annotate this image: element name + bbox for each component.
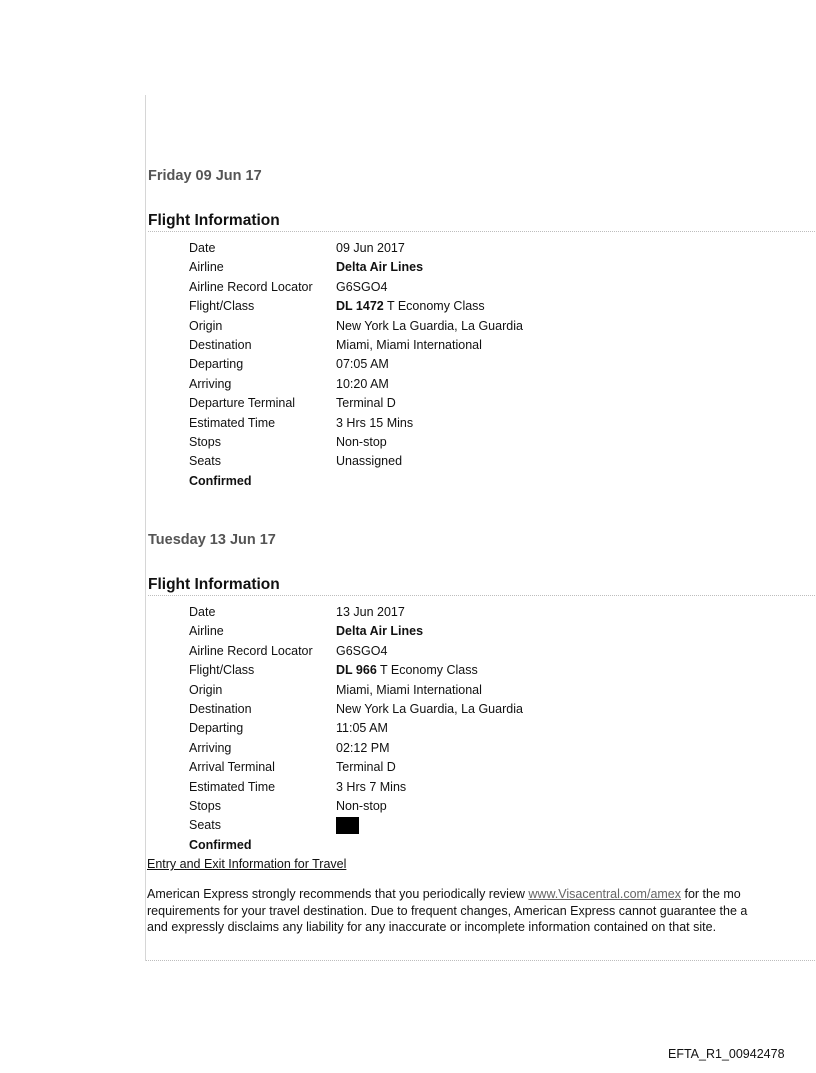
detail-row bbox=[189, 661, 816, 680]
detail-value-text: T Economy Class bbox=[383, 299, 485, 314]
segment-1-details bbox=[189, 239, 816, 491]
detail-value-text: Unassigned bbox=[336, 454, 403, 469]
detail-value bbox=[336, 258, 423, 277]
segment-2-section-title: Flight Information bbox=[148, 576, 816, 596]
detail-label: Departing bbox=[189, 721, 244, 736]
notice-line-2: requirements for your travel destination. Due to frequent changes, American Express cannot guarantee the a bbox=[147, 903, 748, 918]
segment-1-section-title: Flight Information bbox=[148, 212, 816, 232]
detail-row bbox=[189, 739, 816, 758]
detail-value-text: 02:12 PM bbox=[336, 740, 390, 755]
detail-value bbox=[336, 414, 413, 433]
detail-label: Destination bbox=[189, 337, 252, 352]
detail-value-text: 3 Hrs 7 Mins bbox=[336, 779, 407, 794]
detail-label: Airline bbox=[189, 260, 224, 275]
detail-value-text: Delta Air Lines bbox=[336, 624, 424, 639]
notice-line-1-text: American Express strongly recommends that you periodically review bbox=[147, 887, 529, 901]
detail-value bbox=[336, 336, 482, 355]
detail-label: Origin bbox=[189, 682, 223, 697]
detail-value bbox=[336, 719, 388, 738]
detail-value-text: 3 Hrs 15 Mins bbox=[336, 415, 414, 430]
detail-value bbox=[336, 375, 389, 394]
detail-label: Flight/Class bbox=[189, 299, 255, 314]
detail-row bbox=[189, 317, 816, 336]
detail-row bbox=[189, 816, 816, 835]
detail-value bbox=[336, 603, 405, 622]
detail-value-text: Delta Air Lines bbox=[336, 260, 424, 275]
detail-row bbox=[189, 681, 816, 700]
detail-value bbox=[336, 681, 482, 700]
detail-value-text: T Economy Class bbox=[376, 663, 478, 678]
detail-label: Origin bbox=[189, 318, 223, 333]
detail-value-text: G6SGO4 bbox=[336, 643, 388, 658]
detail-label: Flight/Class bbox=[189, 663, 255, 678]
entry-exit-info-link[interactable]: Entry and Exit Information for Travel bbox=[147, 857, 347, 871]
detail-value bbox=[336, 778, 406, 797]
detail-value-text: 10:20 AM bbox=[336, 376, 389, 391]
segment-2-details bbox=[189, 603, 816, 855]
detail-value bbox=[336, 797, 387, 816]
detail-value-text: Non-stop bbox=[336, 434, 387, 449]
detail-row bbox=[189, 758, 816, 777]
detail-value-text: New York La Guardia, La Guardia bbox=[336, 318, 523, 333]
detail-row bbox=[189, 719, 816, 738]
detail-value-text: 13 Jun 2017 bbox=[336, 605, 405, 619]
detail-label: Arriving bbox=[189, 740, 232, 755]
detail-row bbox=[189, 414, 816, 433]
detail-row bbox=[189, 336, 816, 355]
detail-label: Stops bbox=[189, 798, 221, 813]
detail-row bbox=[189, 778, 816, 797]
detail-label: Seats bbox=[189, 454, 221, 469]
detail-label: Destination bbox=[189, 701, 252, 716]
detail-label: Estimated Time bbox=[189, 415, 276, 430]
detail-row bbox=[189, 622, 816, 641]
detail-value bbox=[336, 816, 359, 835]
visa-notice bbox=[147, 886, 816, 936]
detail-value bbox=[336, 661, 478, 680]
detail-value bbox=[336, 394, 396, 413]
detail-value-text: Terminal D bbox=[336, 760, 396, 775]
detail-row bbox=[189, 297, 816, 316]
detail-row bbox=[189, 239, 816, 258]
detail-row bbox=[189, 433, 816, 452]
detail-value-text: Non-stop bbox=[336, 798, 387, 813]
detail-label: Departure Terminal bbox=[189, 396, 296, 411]
flight-number: DL 1472 bbox=[336, 299, 384, 314]
detail-label: Estimated Time bbox=[189, 779, 276, 794]
detail-row bbox=[189, 278, 816, 297]
detail-row bbox=[189, 642, 816, 661]
detail-value-text: 07:05 AM bbox=[336, 357, 389, 372]
detail-value bbox=[336, 700, 523, 719]
detail-value-text: Miami, Miami International bbox=[336, 337, 482, 352]
detail-label: Airline Record Locator bbox=[189, 643, 313, 658]
detail-row bbox=[189, 452, 816, 471]
flight-number: DL 966 bbox=[336, 663, 377, 678]
detail-label: Seats bbox=[189, 818, 221, 833]
detail-value bbox=[336, 278, 387, 297]
detail-label: Airline bbox=[189, 624, 224, 639]
booking-status: Confirmed bbox=[189, 837, 252, 852]
detail-label: Departing bbox=[189, 357, 244, 372]
detail-value bbox=[336, 297, 485, 316]
detail-value-text: 09 Jun 2017 bbox=[336, 241, 405, 255]
detail-row bbox=[189, 355, 816, 374]
document-id: EFTA_R1_00942478 bbox=[668, 1047, 785, 1061]
notice-line-1-tail: for the mo bbox=[681, 887, 741, 901]
detail-value bbox=[336, 355, 389, 374]
detail-row bbox=[189, 797, 816, 816]
detail-value-text: New York La Guardia, La Guardia bbox=[336, 701, 523, 716]
detail-value bbox=[336, 317, 523, 336]
detail-label: Date bbox=[189, 605, 216, 619]
detail-value bbox=[336, 433, 387, 452]
redaction-block bbox=[336, 817, 359, 834]
detail-label: Arrival Terminal bbox=[189, 760, 275, 775]
detail-value bbox=[336, 239, 405, 258]
detail-value bbox=[336, 758, 396, 777]
detail-label: Date bbox=[189, 241, 216, 255]
detail-value bbox=[336, 642, 387, 661]
detail-value-text: 11:05 AM bbox=[336, 721, 388, 736]
segment-2-day-heading: Tuesday 13 Jun 17 bbox=[148, 532, 276, 548]
itinerary-page bbox=[145, 95, 816, 961]
detail-label: Airline Record Locator bbox=[189, 279, 313, 294]
page-bottom-rule bbox=[146, 960, 816, 961]
detail-value-text: Terminal D bbox=[336, 396, 396, 411]
detail-row bbox=[189, 394, 816, 413]
detail-value bbox=[336, 739, 390, 758]
detail-row bbox=[189, 700, 816, 719]
detail-value-text: Miami, Miami International bbox=[336, 682, 482, 697]
visacentral-link[interactable]: www.Visacentral.com/amex bbox=[528, 887, 682, 901]
detail-row bbox=[189, 603, 816, 622]
detail-value bbox=[336, 622, 423, 641]
detail-label: Arriving bbox=[189, 376, 232, 391]
segment-1-day-heading: Friday 09 Jun 17 bbox=[148, 168, 262, 184]
notice-line-3: and expressly disclaims any liability for any inaccurate or incomplete information contained on that site. bbox=[147, 920, 717, 934]
detail-label: Stops bbox=[189, 434, 221, 449]
booking-status: Confirmed bbox=[189, 473, 252, 488]
detail-value-text: G6SGO4 bbox=[336, 279, 388, 294]
detail-row bbox=[189, 375, 816, 394]
detail-value bbox=[336, 452, 402, 471]
notice-line-1 bbox=[147, 886, 816, 903]
detail-row bbox=[189, 258, 816, 277]
